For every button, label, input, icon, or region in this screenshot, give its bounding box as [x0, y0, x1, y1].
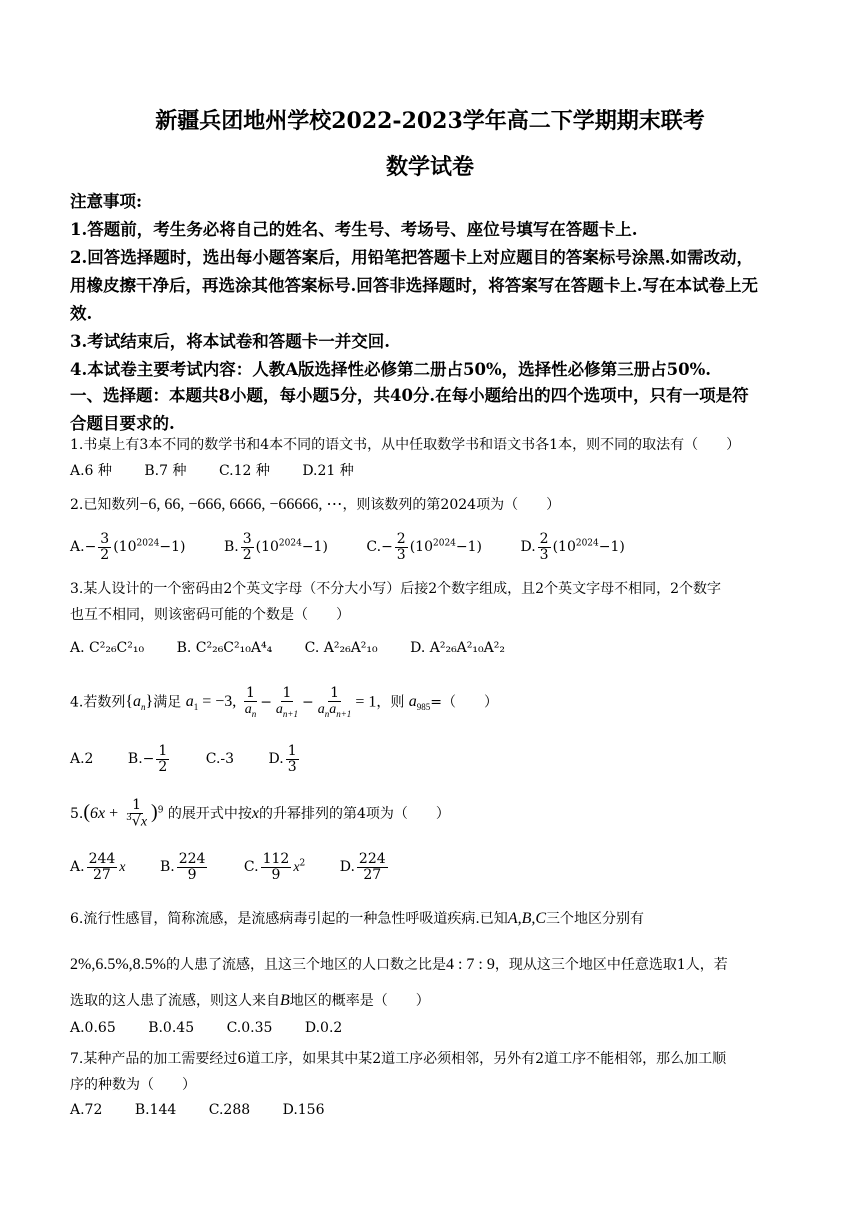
option-d: D. A²₂₆A²₁₀A²₂ [410, 640, 505, 656]
question-6-line-2: 2%,6.5%,8.5%的人患了流感，且这三个地区的人口数之比是4 : 7 : 9，现从这三个地区中任意选取1人，若 [70, 956, 728, 973]
note-1: 1.答题前，考生务必将自己的姓名、考生号、考场号、座位号填写在答题卡上. [70, 220, 638, 239]
question-6-line-1: 6.流行性感冒，简称流感，是流感病毒引起的一种急性呼吸道疾病.已知A,B,C三个地区分别有 [70, 910, 645, 927]
question-7-line-2: 序的种数为（ ） [70, 1077, 196, 1093]
option-a: A.72 [70, 1102, 103, 1118]
question-2-options [70, 532, 800, 562]
question-2: 2.已知数列−6, 66, −666, 6666, −66666, ⋯，则该数列的第2024项为（ ） [70, 496, 561, 513]
question-4-options [70, 744, 800, 774]
option-c: C.0.35 [226, 1020, 273, 1036]
option-d: D.156 [282, 1102, 325, 1118]
option-b: B. $\frac{224}{9}$ [159, 851, 206, 883]
note-2-line-1: 2.回答选择题时，选出每小题答案后，用铅笔把答题卡上对应题目的答案标号涂黑.如需改动， [70, 248, 753, 267]
option-d: D. $\frac{2}{3}$ $(10^{2024}-1)$ [520, 531, 625, 563]
option-b: B.− $\frac{1}{2}$ [127, 743, 168, 775]
question-1-options [70, 460, 800, 480]
option-a: A.6 种 [70, 463, 112, 479]
notes-heading: 注意事项: [70, 192, 143, 211]
note-4: 4.本试卷主要考试内容：人教A版选择性必修第二册占50%，选择性必修第三册占50%. [70, 360, 712, 379]
option-a: A. $\frac{244}{27}$ x [70, 851, 126, 883]
option-b: B.0.45 [148, 1020, 195, 1036]
question-5-options [70, 852, 800, 882]
option-c: C.288 [208, 1102, 251, 1118]
question-7-options [70, 1102, 800, 1118]
question-7-line-1: 7.某种产品的加工需要经过6道工序，如果其中某2道工序必须相邻，另外有2道工序不能相邻，那么加工顺 [70, 1051, 727, 1067]
question-6-options [70, 1020, 800, 1036]
section-heading-line-2: 合题目要求的. [70, 414, 175, 433]
question-5: 5.(6x + $\frac{1}{^3√x}$ )$^9$ 的展开式中按x的升幂排列的第4项为（ ） [70, 797, 450, 830]
option-d: D. $\frac{224}{27}$ [339, 851, 386, 883]
question-4: 4.若数列$\{a_n\}$满足 $a_1 = -3$, $\frac{1}{a_n}$ − $\frac{1}{a_{n+1}}$ − $\frac{1}{a_na_{n+1}}$ = 1，则 $a_{985}=$（ ） [70, 685, 499, 719]
option-b: B. C²₂₆C²₁₀A⁴₄ [176, 640, 273, 656]
option-b: B.144 [134, 1102, 177, 1118]
option-b: B.7 种 [144, 463, 187, 479]
option-a: A.2 [70, 751, 94, 768]
option-b: B. $\frac{3}{2}$ $(10^{2024}-1)$ [223, 531, 328, 563]
question-3-line-1: 3.某人设计的一个密码由2个英文字母（不分大小写）后接2个数字组成，且2个英文字母不相同，2个数字 [70, 581, 721, 597]
exam-title: 新疆兵团地州学校2022-2023学年高二下学期期末联考 [155, 108, 705, 134]
note-2-line-2: 用橡皮擦干净后，再选涂其他答案标号.回答非选择题时，将答案写在答题卡上.写在本试卷上无 [70, 276, 758, 295]
note-3: 3.考试结束后，将本试卷和答题卡一并交回. [70, 332, 390, 351]
option-c: C. A²₂₆A²₁₀ [304, 640, 378, 656]
option-c: C.-3 [205, 751, 235, 768]
note-2-line-3: 效. [70, 304, 93, 323]
option-c: C.− $\frac{2}{3}$ $(10^{2024}-1)$ [366, 531, 483, 563]
option-a: A.0.65 [70, 1020, 116, 1036]
question-6-line-3: 选取的这人患了流感，则这人来自B地区的概率是（ ） [70, 992, 430, 1009]
question-3-options [70, 640, 800, 656]
question-3-line-2: 也互不相同，则该密码可能的个数是（ ） [70, 607, 350, 623]
option-a: A.− $\frac{3}{2}$ $(10^{2024}-1)$ [70, 531, 186, 563]
option-c: C. $\frac{112}{9}$ $x^2$ [243, 851, 306, 883]
option-a: A. C²₂₆C²₁₀ [70, 640, 145, 656]
option-d: D. $\frac{1}{3}$ [268, 743, 297, 775]
exam-subtitle: 数学试卷 [385, 154, 474, 180]
option-d: D.21 种 [302, 463, 354, 479]
question-1: 1.书桌上有3本不同的数学书和4本不同的语文书，从中任取数学书和语文书各1本，则不同的取法有（ ） [70, 437, 741, 453]
option-d: D.0.2 [304, 1020, 343, 1036]
section-heading-line-1: 一、选择题：本题共8小题，每小题5分，共40分.在每小题给出的四个选项中，只有一项是符 [70, 386, 749, 405]
option-c: C.12 种 [218, 463, 270, 479]
